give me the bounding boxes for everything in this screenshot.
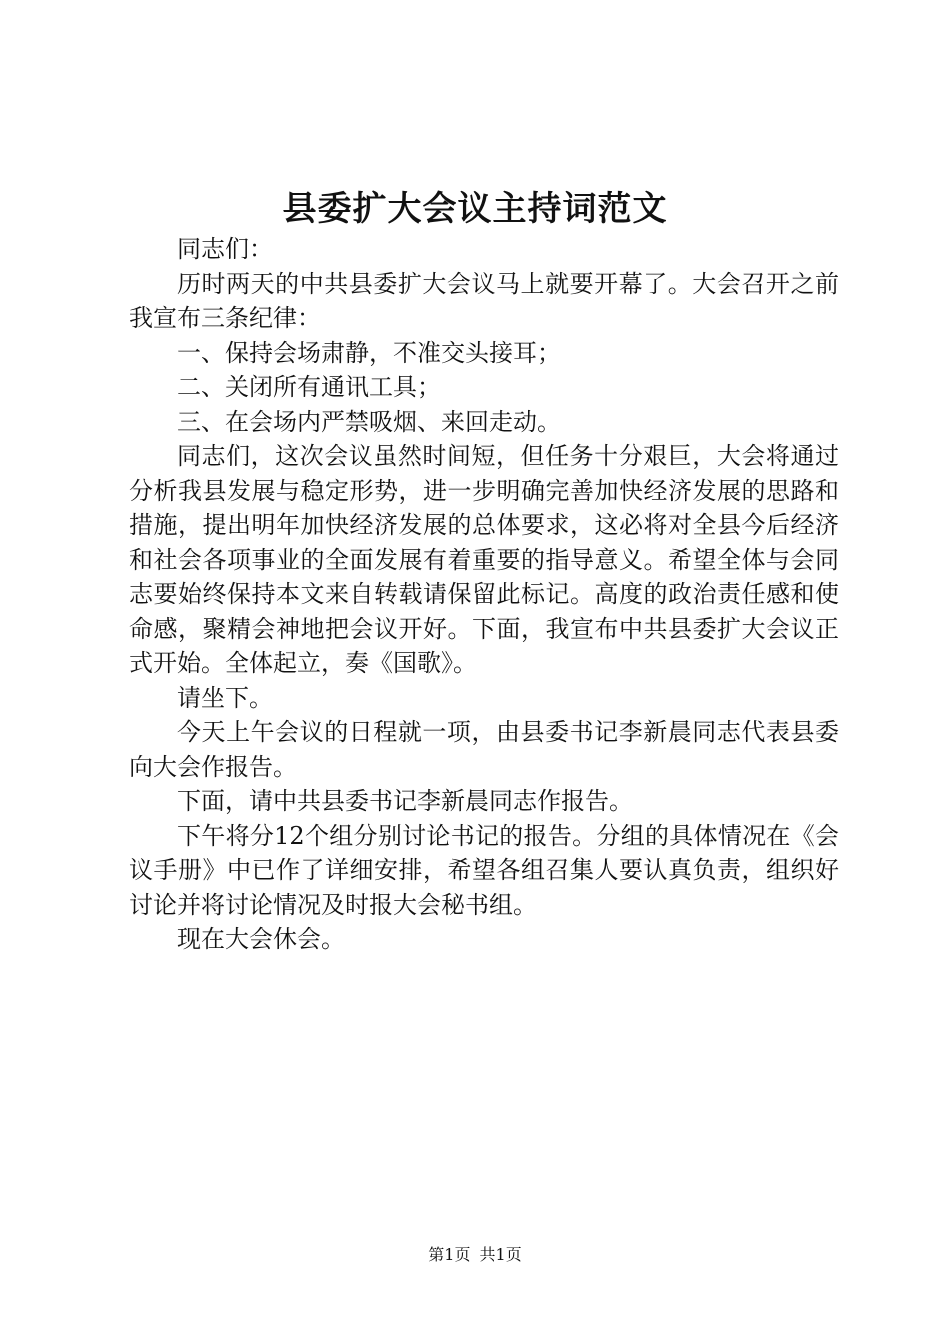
paragraph-adjourn: 现在大会休会。	[177, 925, 345, 953]
document-title: 县委扩大会议主持词范文	[282, 189, 668, 229]
paragraph-sit-down: 请坐下。	[177, 683, 273, 712]
page-total: 共1页	[479, 1245, 522, 1264]
page-number: 第1页	[428, 1245, 471, 1264]
paragraph-agenda: 今天上午会议的日程就一项，由县委书记李新晨同志代表县委向大会作报告。	[129, 718, 839, 781]
paragraph-opening: 历时两天的中共县委扩大会议马上就要开幕了。大会召开之前我宣布三条纪律：	[129, 269, 839, 332]
paragraph-rule-3: 三、在会场内严禁吸烟、来回走动。	[177, 407, 561, 436]
paragraph-rule-1: 一、保持会场肃静，不准交头接耳；	[177, 338, 561, 367]
paragraph-main: 同志们，这次会议虽然时间短，但任务十分艰巨，大会将通过分析我县发展与稳定形势，进一步明确完善加快经济发展的思路和措施，提出明年加快经济发展的总体要求，这必将对全县今后经济和社会各项事业的全面发展有着重要的指导意义。希望全体与会同志要始终保持本文来自转载请保留此标记。高度的政治责任感和使命感，聚精会神地把会议开好。下面，我宣布中共县委扩大会议正式开始。全体起立，奏《国歌》。	[129, 442, 839, 677]
paragraph-afternoon: 下午将分12个组分别讨论书记的报告。分组的具体情况在《会议手册》中已作了详细安排，希望各组召集人要认真负责，组织好讨论并将讨论情况及时报大会秘书组。	[129, 821, 839, 919]
page-footer	[0, 1243, 950, 1267]
document-body	[129, 232, 839, 957]
paragraph-greeting: 同志们：	[177, 235, 273, 263]
paragraph-report: 下面，请中共县委书记李新晨同志作报告。	[177, 787, 633, 815]
paragraph-rule-2: 二、关闭所有通讯工具；	[177, 373, 441, 401]
